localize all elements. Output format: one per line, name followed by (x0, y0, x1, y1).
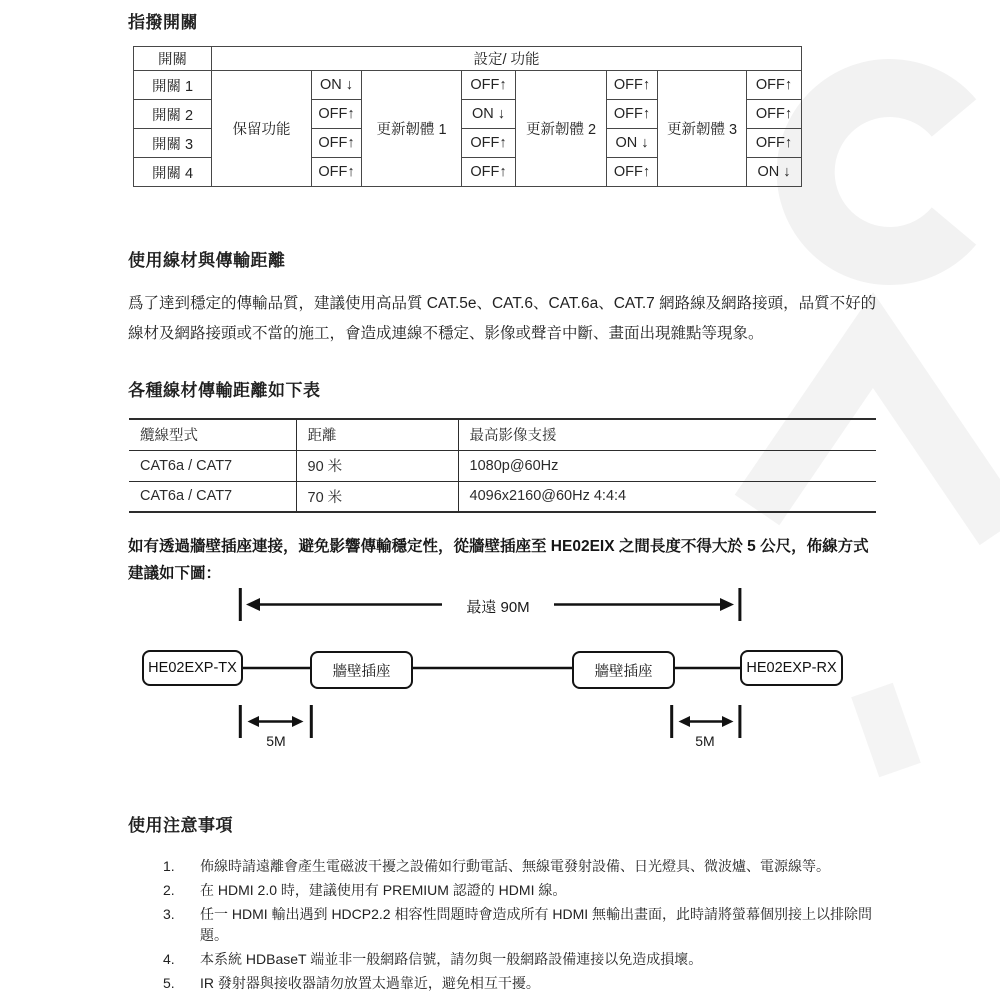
dip-state-cell: OFF↑ (747, 129, 802, 158)
cable-paragraph: 爲了達到穩定的傳輸品質，建議使用高品質 CAT.5e、CAT.6、CAT.6a、CAT.7 網路線及網路接頭，品質不好的線材及網路接頭或不當的施工，會造成連線不穩定、影像或聲音中斷、畫面出現雜點等現象。 (128, 295, 877, 342)
dip-state-cell: OFF↑ (462, 158, 516, 187)
list-item-text: 任一 HDMI 輸出遇到 HDCP2.2 相容性問題時會造成所有 HDMI 無輸出畫面，此時請將螢幕個別接上以排除問題。 (200, 906, 873, 943)
dip-group-label: 更新韌體 2 (516, 71, 607, 187)
cable-type-cell: CAT6a / CAT7 (129, 450, 296, 481)
cable-resolution-cell: 1080p@60Hz (458, 450, 876, 481)
list-item-text: 佈線時請遠離會產生電磁波干擾之設備如行動電話、無線電發射設備、日光燈具、微波爐、電源線等。 (200, 858, 830, 874)
dip-state-cell: OFF↑ (607, 100, 658, 129)
cable-col-header: 纜線型式 (129, 419, 296, 450)
list-item (163, 973, 895, 994)
dip-row-label: 開關 4 (134, 158, 212, 187)
section-title-cable: 使用線材與傳輸距離 (128, 251, 286, 270)
list-item (163, 856, 895, 877)
cable-distance-table (129, 418, 876, 513)
list-item-number: 1. (163, 858, 175, 874)
diagram-left-5m-label: 5M (266, 733, 286, 749)
dip-state-cell: OFF↑ (747, 100, 802, 129)
cable-distance-cell: 90 米 (296, 450, 458, 481)
section-title-dip-switch: 指撥開關 (128, 13, 198, 32)
dip-state-cell: ON ↓ (747, 158, 802, 187)
dip-row-label: 開關 2 (134, 100, 212, 129)
list-item-number: 5. (163, 975, 175, 991)
diagram-right-5m-label: 5M (695, 733, 715, 749)
list-item-text: 本系統 HDBaseT 端並非一般網路信號，請勿與一般網路設備連接以免造成損壞。 (200, 951, 703, 967)
dip-state-cell: OFF↑ (462, 129, 516, 158)
list-item-text: IR 發射器與接收器請勿放置太過靠近，避免相互干擾。 (200, 975, 540, 991)
cable-col-header: 最高影像支援 (458, 419, 876, 450)
diagram-box-transmitter: HE02EXP-TX (142, 650, 243, 686)
dip-state-cell: OFF↑ (607, 158, 658, 187)
list-item-number: 4. (163, 951, 175, 967)
dip-switch-table (133, 46, 802, 187)
list-item-number: 2. (163, 882, 175, 898)
dip-state-cell: ON ↓ (607, 129, 658, 158)
dip-row-label: 開關 3 (134, 129, 212, 158)
dip-state-cell: ON ↓ (312, 71, 362, 100)
cable-type-cell: CAT6a / CAT7 (140, 488, 233, 505)
dip-state-cell: OFF↑ (607, 71, 658, 100)
dip-state-cell: OFF↑ (462, 71, 516, 100)
section-title-usage-notes: 使用注意事項 (128, 816, 233, 835)
diagram-box-receiver: HE02EXP-RX (740, 650, 843, 686)
table-row (129, 481, 876, 512)
usage-notes-list (163, 856, 895, 997)
dip-state-cell: OFF↑ (312, 129, 362, 158)
wall-socket-note: 如有透過牆壁插座連接，避免影響傳輸穩定性，從牆壁插座至 HE02EIX 之間長度不得大於 5 公尺，佈線方式建議如下圖： (128, 538, 869, 582)
dip-header-switch: 開關 (134, 47, 212, 71)
cable-col-header: 距離 (296, 419, 458, 450)
dip-group-label: 更新韌體 3 (658, 71, 747, 187)
cable-resolution-cell: 4096x2160@60Hz 4:4:4 (458, 481, 876, 512)
cable-distance-cell: 70 米 (296, 481, 458, 512)
list-item (163, 904, 895, 946)
table-row (129, 450, 876, 481)
dip-group-label: 更新韌體 1 (362, 71, 462, 187)
diagram-box-wall-socket-left: 牆壁插座 (310, 651, 413, 689)
dip-group-label: 保留功能 (212, 71, 312, 187)
list-item-number: 3. (163, 906, 175, 922)
dip-row-label: 開關 1 (134, 71, 212, 100)
list-item (163, 949, 895, 970)
section-title-cable-table: 各種線材傳輸距離如下表 (128, 381, 321, 400)
list-item-text: 在 HDMI 2.0 時，建議使用有 PREMIUM 認證的 HDMI 線。 (200, 882, 567, 898)
dip-header-function: 設定/ 功能 (212, 47, 802, 71)
dip-state-cell: OFF↑ (747, 71, 802, 100)
dip-state-cell: OFF↑ (312, 100, 362, 129)
dip-state-cell: OFF↑ (312, 158, 362, 187)
diagram-box-wall-socket-right: 牆壁插座 (572, 651, 675, 689)
dip-state-cell: ON ↓ (462, 100, 516, 129)
list-item (163, 880, 895, 901)
diagram-max-distance-label: 最遠 90M (466, 599, 530, 616)
